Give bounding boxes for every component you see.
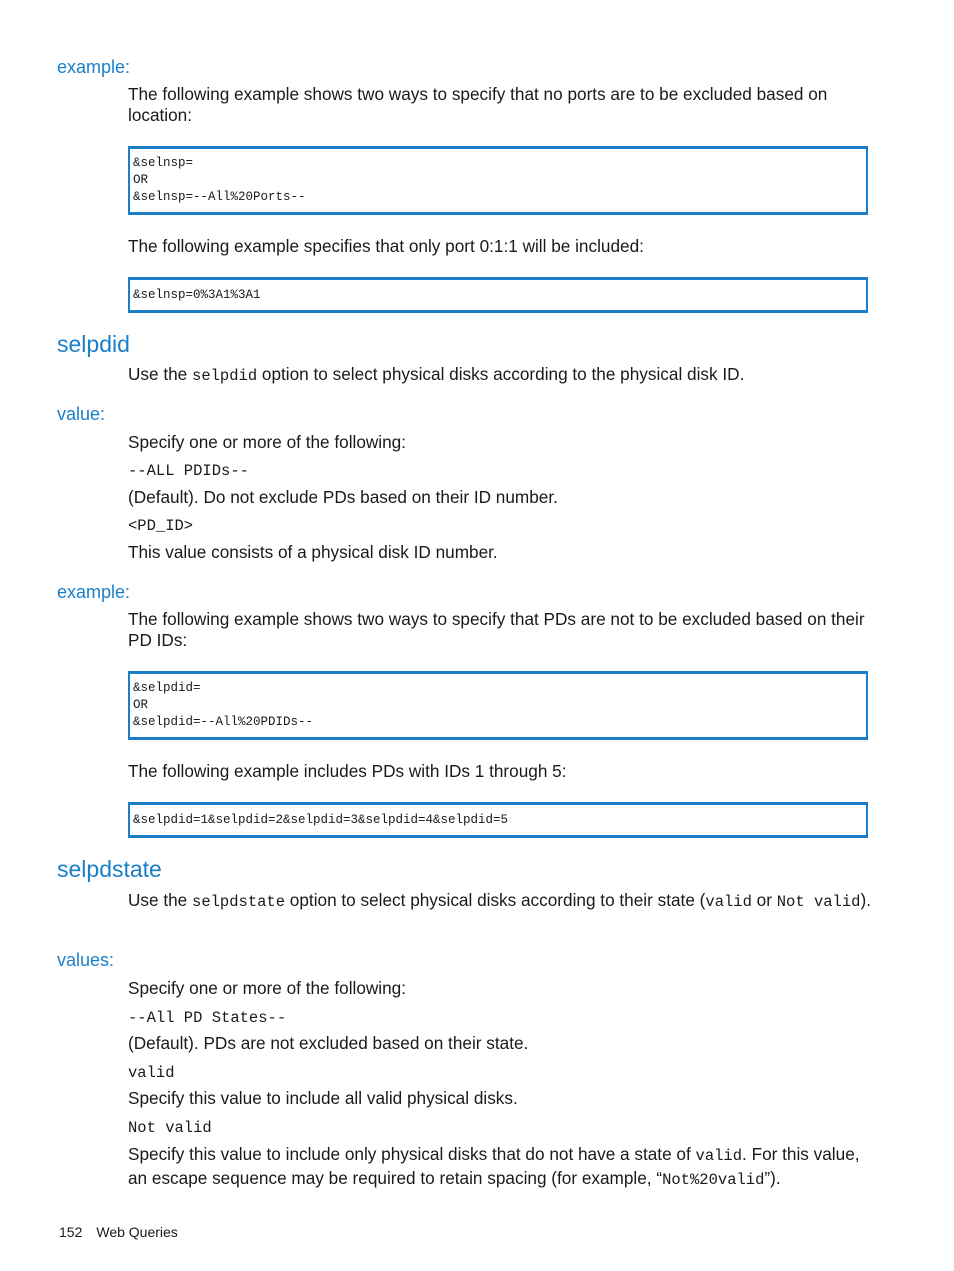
selpdid-description [128, 364, 873, 387]
page-number: 152 [59, 1224, 83, 1240]
term-pd-id: <PD_ID> [128, 517, 194, 535]
code-line: &selnsp=--All%20Ports-- [133, 190, 306, 204]
heading-selpdid: selpdid [57, 331, 130, 357]
term-valid: valid [128, 1064, 175, 1082]
example-ports-intro2: The following example specifies that only port 0:1:1 will be included: [128, 236, 644, 256]
inline-code: selpdstate [192, 893, 286, 911]
code-line: OR [133, 173, 149, 187]
text-segment: Use the [128, 890, 193, 910]
inline-code: Not valid [776, 893, 861, 911]
text-segment: option to select physical disks according to the physical disk ID. [257, 364, 745, 384]
text-segment: Use the [128, 364, 193, 384]
code-block-selpdid-range [128, 802, 868, 838]
term-all-pd-states: --All PD States-- [128, 1009, 287, 1027]
inline-code: valid [695, 1147, 743, 1165]
heading-values: values: [57, 950, 115, 970]
code-block-selnsp-all [128, 146, 868, 215]
text-segment: ”). [764, 1168, 781, 1188]
text-segment: . For this value, an escape sequence may be required to retain spacing (for example, “ [128, 1144, 860, 1188]
footer-title: Web Queries [96, 1224, 178, 1240]
text-segment: ). [860, 890, 871, 910]
term-not-valid-desc [128, 1143, 873, 1191]
code-line: &selpdid= [133, 681, 201, 695]
heading-selpdstate: selpdstate [57, 856, 162, 882]
code-block-selpdid-all [128, 671, 868, 740]
inline-code: valid [705, 893, 752, 911]
heading-example-pdid: example: [57, 582, 131, 602]
term-all-pd-states-desc: (Default). PDs are not excluded based on their state. [128, 1033, 529, 1053]
text-segment: or [751, 890, 777, 910]
selpdstate-description [128, 889, 873, 913]
inline-code: selpdid [192, 367, 258, 385]
code-block-selnsp-port [128, 277, 868, 313]
inline-code: Not%20valid [662, 1171, 765, 1189]
term-valid-desc: Specify this value to include all valid physical disks. [128, 1088, 518, 1108]
code-line: &selpdid=--All%20PDIDs-- [133, 715, 314, 729]
example-ports-intro: The following example shows two ways to specify that no ports are to be excluded based on location: [128, 84, 828, 125]
code-line: OR [133, 698, 149, 712]
term-all-pdids-desc: (Default). Do not exclude PDs based on their ID number. [128, 487, 558, 507]
code-line: &selnsp=0%3A1%3A1 [133, 288, 261, 302]
text-segment: option to select physical disks according to their state ( [285, 890, 706, 910]
term-pd-id-desc: This value consists of a physical disk ID number. [128, 542, 498, 562]
values-intro: Specify one or more of the following: [128, 978, 407, 998]
example-pdid-intro: The following example shows two ways to specify that PDs are not to be excluded based on their PD IDs: [128, 609, 865, 650]
code-line: &selnsp= [133, 156, 194, 170]
heading-value: value: [57, 404, 106, 424]
code-line: &selpdid=1&selpdid=2&selpdid=3&selpdid=4&selpdid=5 [133, 813, 509, 827]
page-footer [59, 1223, 178, 1241]
value-intro: Specify one or more of the following: [128, 432, 407, 452]
heading-example-ports: example: [57, 57, 131, 77]
term-all-pdids: --ALL PDIDs-- [128, 462, 249, 480]
example-pdid-intro2: The following example includes PDs with IDs 1 through 5: [128, 761, 567, 781]
text-segment: Specify this value to include only physical disks that do not have a state of [128, 1144, 696, 1164]
term-not-valid: Not valid [128, 1119, 212, 1137]
